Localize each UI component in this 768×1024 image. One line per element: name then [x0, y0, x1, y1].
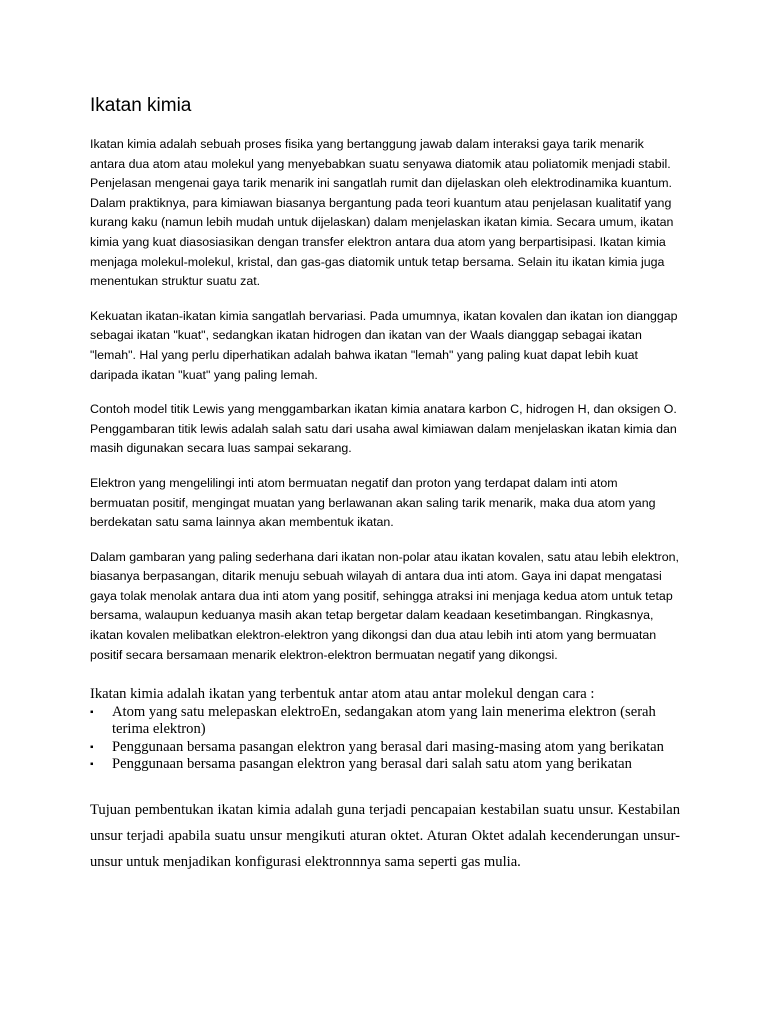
bullet-icon: ▪ — [90, 759, 94, 771]
list-item — [90, 739, 680, 757]
paragraph-lewis-model: Contoh model titik Lewis yang menggambarkan ikatan kimia anatara karbon C, hidrogen H, dan oksigen O. Penggambaran titik lewis adalah salah satu dari usaha awal kimiawan dalam menjelaskan ikatan kimia dan masih digunakan secara luas sampai sekarang. — [90, 402, 677, 456]
paragraph-covalent-bond: Dalam gambaran yang paling sederhana dari ikatan non-polar atau ikatan kovalen, satu atau lebih elektron, biasanya berpasangan, ditarik menuju sebuah wilayah di antara dua inti atom. Gaya ini dapat mengatasi gaya tolak menolak antara dua inti atom yang positif, sehingga atraksi ini menjaga kedua atom untuk tetap bersama, walaupun keduanya masih akan tetap bergetar dalam keadaan kesetimbangan. Ringkasnya, ikatan kovalen melibatkan elektron-elektron yang dikongsi dan dua atau lebih inti atom yang bermuatan positif secara bersamaan menarik elektron-elektron bermuatan negatif yang dikongsi. — [90, 549, 679, 662]
list-intro: Ikatan kimia adalah ikatan yang terbentuk antar atom atau antar molekul dengan cara : — [90, 686, 595, 703]
paragraph-bond-strength: Kekuatan ikatan-ikatan kimia sangatlah bervariasi. Pada umumnya, ikatan kovalen dan ikatan ion dianggap sebagai ikatan "kuat", sedangkan ikatan hidrogen dan ikatan van der Waals dianggap sebagai ikatan "lemah". Hal yang perlu diperhatikan adalah bahwa ikatan "lemah" yang paling kuat dapat lebih kuat daripada ikatan "kuat" yang paling lemah. — [90, 308, 678, 382]
paragraph-electron-proton: Elektron yang mengelilingi inti atom bermuatan negatif dan proton yang terdapat dalam inti atom bermuatan positif, mengingat muatan yang berlawanan akan saling tarik menarik, maka dua atom yang berdekatan satu sama lainnya akan membentuk ikatan. — [90, 475, 656, 530]
list-item — [90, 704, 680, 739]
bond-formation-section — [90, 686, 680, 774]
list-item-text: Atom yang satu melepaskan elektroEn, sedangakan atom yang lain menerima elektron (serah terima elektron) — [112, 703, 656, 738]
list-item — [90, 756, 680, 774]
document-page — [90, 94, 680, 875]
paragraph-closing: Tujuan pembentukan ikatan kimia adalah guna terjadi pencapaian kestabilan suatu unsur. Kestabilan unsur terjadi apabila suatu unsur mengikuti aturan oktet. Aturan Oktet adalah kecenderungan unsur-unsur untuk menjadikan konfigurasi elektronnnya sama seperti gas mulia. — [90, 801, 680, 870]
bullet-icon: ▪ — [90, 741, 94, 753]
bond-formation-list — [90, 704, 680, 774]
list-item-text: Penggunaan bersama pasangan elektron yang berasal dari masing-masing atom yang berikatan — [112, 738, 664, 755]
bullet-icon: ▪ — [90, 706, 94, 718]
paragraph-definition: Ikatan kimia adalah sebuah proses fisika yang bertanggung jawab dalam interaksi gaya tarik menarik antara dua atom atau molekul yang menyebabkan suatu senyawa diatomik atau poliatomik menjadi stabil. Penjelasan mengenai gaya tarik menarik ini sangatlah rumit dan dijelaskan oleh elektrodinamika kuantum. Dalam praktiknya, para kimiawan biasanya bergantung pada teori kuantum atau penjelasan kualitatif yang kurang kaku (namun lebih mudah untuk dijelaskan) dalam menjelaskan ikatan kimia. Secara umum, ikatan kimia yang kuat diasosiasikan dengan transfer elektron antara dua atom yang berpartisipasi. Ikatan kimia menjaga molekul-molekul, kristal, dan gas-gas diatomik untuk tetap bersama. Selain itu ikatan kimia juga menentukan struktur suatu zat. — [90, 137, 674, 289]
page-title: Ikatan kimia — [90, 95, 192, 116]
list-item-text: Penggunaan bersama pasangan elektron yang berasal dari salah satu atom yang berikatan — [112, 756, 632, 773]
